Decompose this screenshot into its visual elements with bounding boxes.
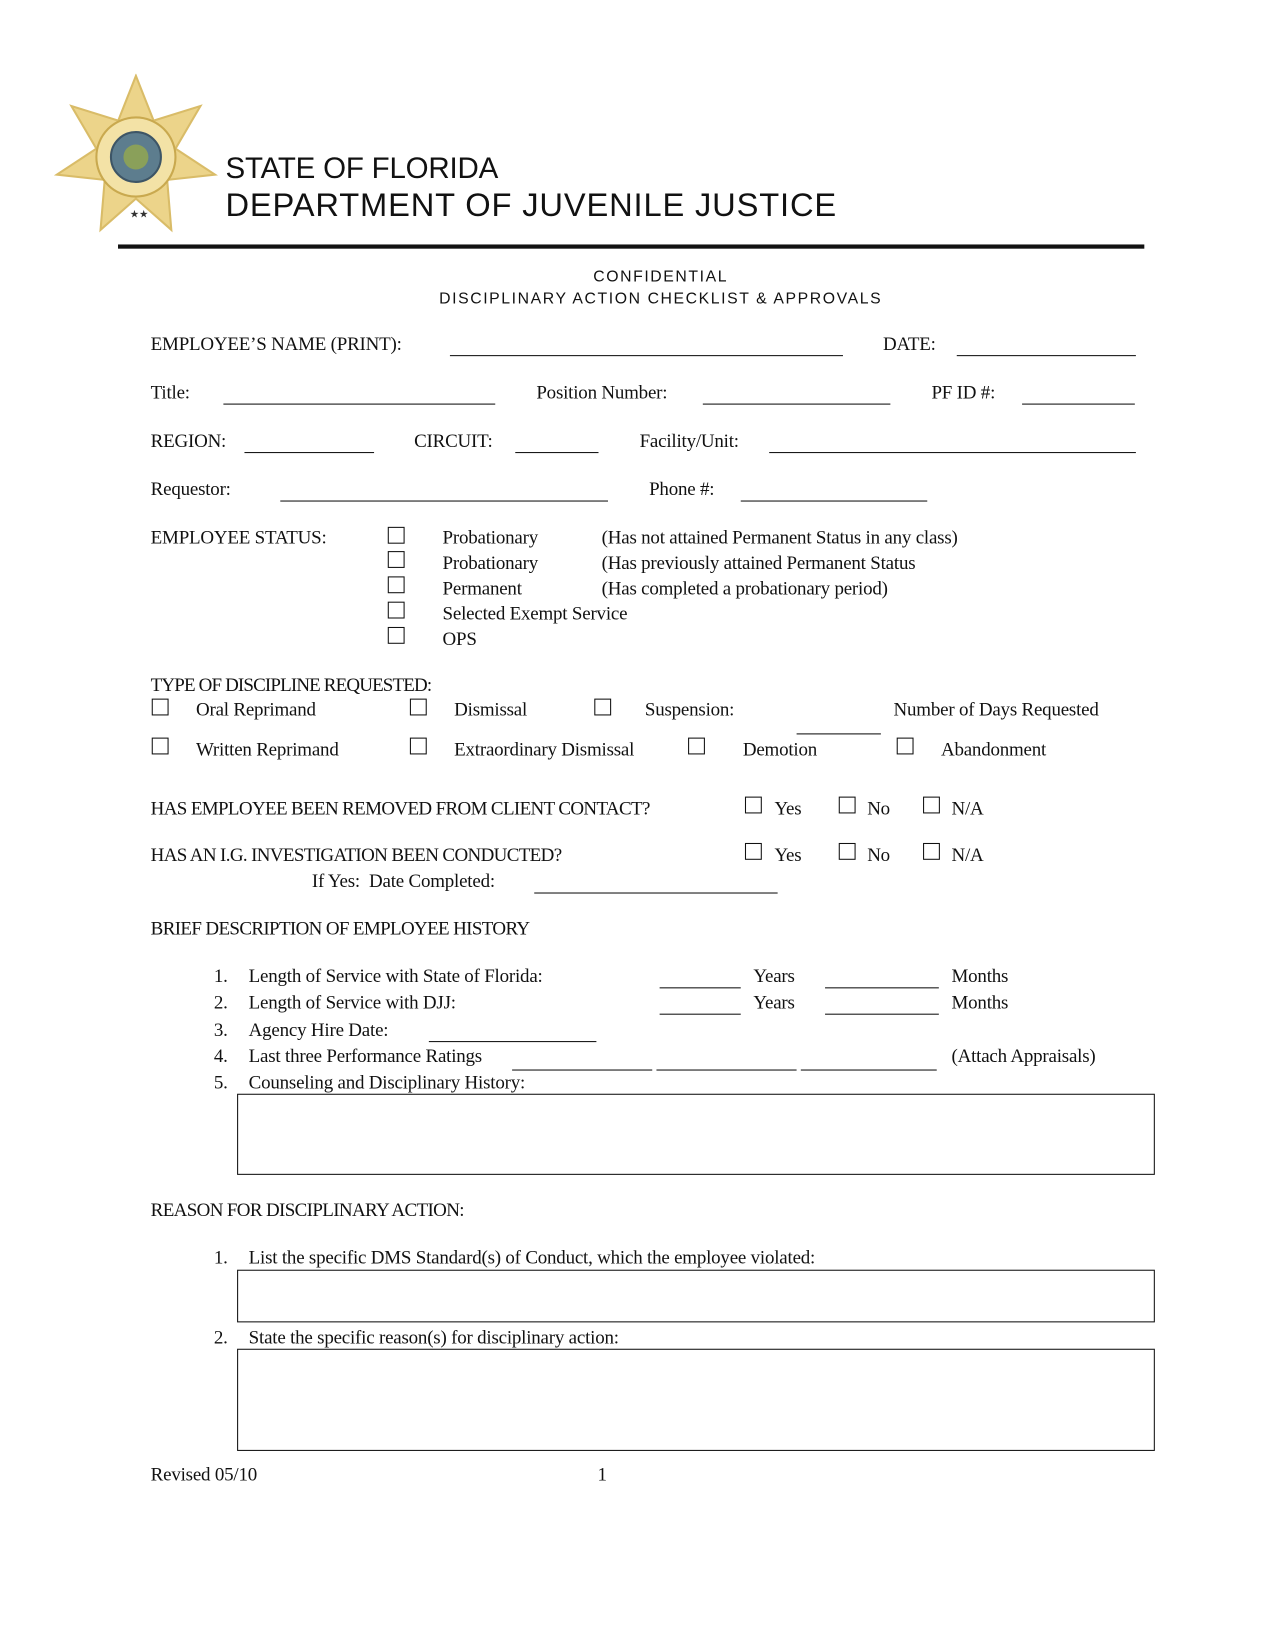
- agency-hire-date-field[interactable]: [429, 1041, 597, 1042]
- suspension-days-field[interactable]: [797, 733, 881, 734]
- status-option-label: Selected Exempt Service: [442, 602, 628, 624]
- header-department: DEPARTMENT OF JUVENILE JUSTICE: [225, 186, 838, 224]
- abandonment-checkbox[interactable]: [897, 738, 914, 755]
- employee-status-label: EMPLOYEE STATUS:: [150, 526, 327, 548]
- client-contact-no-checkbox[interactable]: [839, 797, 856, 814]
- suspension-checkbox[interactable]: [594, 699, 611, 716]
- header-rule: [118, 244, 1144, 248]
- djj-service-months-field[interactable]: [825, 1014, 939, 1015]
- region-label: REGION:: [150, 429, 227, 451]
- phone-field[interactable]: [741, 501, 928, 502]
- status-option-label: Probationary: [442, 552, 539, 574]
- status-checkbox-probationary-new[interactable]: [388, 527, 405, 544]
- pf-id-label: PF ID #:: [931, 381, 996, 403]
- extraordinary-dismissal-checkbox[interactable]: [410, 738, 427, 755]
- written-reprimand-checkbox[interactable]: [152, 738, 169, 755]
- reason-item-label: State the specific reason(s) for disciplinary action:: [248, 1326, 619, 1348]
- client-contact-yes-checkbox[interactable]: [745, 797, 762, 814]
- dismissal-checkbox[interactable]: [410, 699, 427, 716]
- phone-label: Phone #:: [649, 478, 715, 500]
- status-option-desc: (Has previously attained Permanent Status: [601, 552, 916, 574]
- form-title: DISCIPLINARY ACTION CHECKLIST & APPROVALS: [439, 289, 883, 308]
- ig-no-checkbox[interactable]: [839, 843, 856, 860]
- reason-item-label: List the specific DMS Standard(s) of Conduct, which the employee violated:: [248, 1246, 816, 1268]
- ig-investigation-question: HAS AN I.G. INVESTIGATION BEEN CONDUCTED?: [150, 844, 562, 866]
- list-number: 3.: [213, 1018, 228, 1041]
- state-service-years-field[interactable]: [660, 987, 741, 988]
- requestor-label: Requestor:: [150, 478, 231, 500]
- yes-label: Yes: [774, 844, 802, 866]
- list-number: 1.: [213, 965, 228, 987]
- suspension-label: Suspension:: [644, 698, 735, 720]
- written-reprimand-label: Written Reprimand: [195, 738, 339, 760]
- list-number: 4.: [213, 1045, 228, 1067]
- history-item-label: Agency Hire Date:: [248, 1018, 389, 1041]
- status-checkbox-ops[interactable]: [388, 627, 405, 644]
- title-label: Title:: [150, 381, 190, 403]
- header-state: STATE OF FLORIDA: [225, 151, 499, 185]
- status-checkbox-ses[interactable]: [388, 602, 405, 619]
- oral-reprimand-label: Oral Reprimand: [195, 698, 316, 720]
- na-label: N/A: [951, 797, 984, 819]
- status-option-label: Probationary: [442, 526, 539, 548]
- state-service-months-field[interactable]: [825, 987, 939, 988]
- list-number: 1.: [213, 1246, 228, 1268]
- status-option-desc: (Has completed a probationary period): [601, 577, 888, 599]
- demotion-label: Demotion: [742, 738, 818, 760]
- confidential-label: CONFIDENTIAL: [593, 267, 729, 286]
- attach-appraisals-note: (Attach Appraisals): [951, 1045, 1096, 1067]
- djj-badge-logo: [53, 74, 219, 240]
- date-field[interactable]: [957, 355, 1136, 356]
- status-option-label: OPS: [442, 628, 477, 650]
- oral-reprimand-checkbox[interactable]: [152, 699, 169, 716]
- months-label: Months: [951, 965, 1009, 987]
- page-number: 1: [597, 1463, 607, 1485]
- reasons-textbox[interactable]: [237, 1349, 1155, 1451]
- no-label: No: [867, 797, 890, 819]
- employee-name-field[interactable]: [450, 355, 843, 356]
- list-number: 5.: [213, 1071, 228, 1093]
- circuit-label: CIRCUIT:: [414, 429, 493, 451]
- dismissal-label: Dismissal: [454, 698, 528, 720]
- status-option-desc: (Has not attained Permanent Status in any class): [601, 526, 958, 548]
- requestor-field[interactable]: [280, 501, 608, 502]
- title-field[interactable]: [223, 404, 495, 405]
- rating-3-field[interactable]: [801, 1070, 937, 1071]
- position-number-field[interactable]: [703, 404, 891, 405]
- rating-2-field[interactable]: [656, 1070, 796, 1071]
- extraordinary-dismissal-label: Extraordinary Dismissal: [454, 738, 635, 760]
- date-completed-label: If Yes: Date Completed:: [311, 870, 495, 892]
- na-label: N/A: [951, 844, 984, 866]
- disciplinary-history-textbox[interactable]: [237, 1094, 1155, 1175]
- yes-label: Yes: [774, 797, 802, 819]
- ig-yes-checkbox[interactable]: [745, 843, 762, 860]
- facility-field[interactable]: [769, 452, 1136, 453]
- position-number-label: Position Number:: [536, 381, 668, 403]
- list-number: 2.: [213, 991, 228, 1013]
- history-heading: BRIEF DESCRIPTION OF EMPLOYEE HISTORY: [150, 917, 530, 939]
- reason-heading: REASON FOR DISCIPLINARY ACTION:: [150, 1199, 464, 1221]
- months-label: Months: [951, 991, 1009, 1013]
- employee-name-label: EMPLOYEE’S NAME (PRINT):: [150, 332, 402, 355]
- years-label: Years: [753, 991, 795, 1013]
- ig-na-checkbox[interactable]: [923, 843, 940, 860]
- years-label: Years: [753, 965, 795, 987]
- date-label: DATE:: [883, 332, 936, 355]
- demotion-checkbox[interactable]: [688, 738, 705, 755]
- discipline-type-label: TYPE OF DISCIPLINE REQUESTED:: [150, 674, 432, 696]
- date-completed-field[interactable]: [534, 892, 777, 893]
- region-field[interactable]: [244, 452, 374, 453]
- history-item-label: Last three Performance Ratings: [248, 1045, 482, 1067]
- status-checkbox-permanent[interactable]: [388, 576, 405, 593]
- djj-service-years-field[interactable]: [660, 1014, 741, 1015]
- client-contact-question: HAS EMPLOYEE BEEN REMOVED FROM CLIENT CONTACT?: [150, 797, 650, 819]
- days-requested-label: Number of Days Requested: [893, 698, 1099, 720]
- status-checkbox-probationary-prev[interactable]: [388, 551, 405, 568]
- pf-id-field[interactable]: [1022, 404, 1135, 405]
- client-contact-na-checkbox[interactable]: [923, 797, 940, 814]
- circuit-field[interactable]: [515, 452, 598, 453]
- abandonment-label: Abandonment: [940, 738, 1047, 760]
- facility-label: Facility/Unit:: [639, 429, 739, 451]
- rating-1-field[interactable]: [512, 1070, 652, 1071]
- svg-text:★★: ★★: [129, 209, 149, 221]
- revised-date: Revised 05/10: [150, 1463, 258, 1485]
- history-item-label: Length of Service with DJJ:: [248, 991, 456, 1013]
- status-option-label: Permanent: [442, 577, 522, 599]
- history-item-label: Length of Service with State of Florida:: [248, 965, 543, 987]
- dms-standards-textbox[interactable]: [237, 1270, 1155, 1323]
- history-item-label: Counseling and Disciplinary History:: [248, 1071, 526, 1093]
- no-label: No: [867, 844, 890, 866]
- list-number: 2.: [213, 1326, 228, 1348]
